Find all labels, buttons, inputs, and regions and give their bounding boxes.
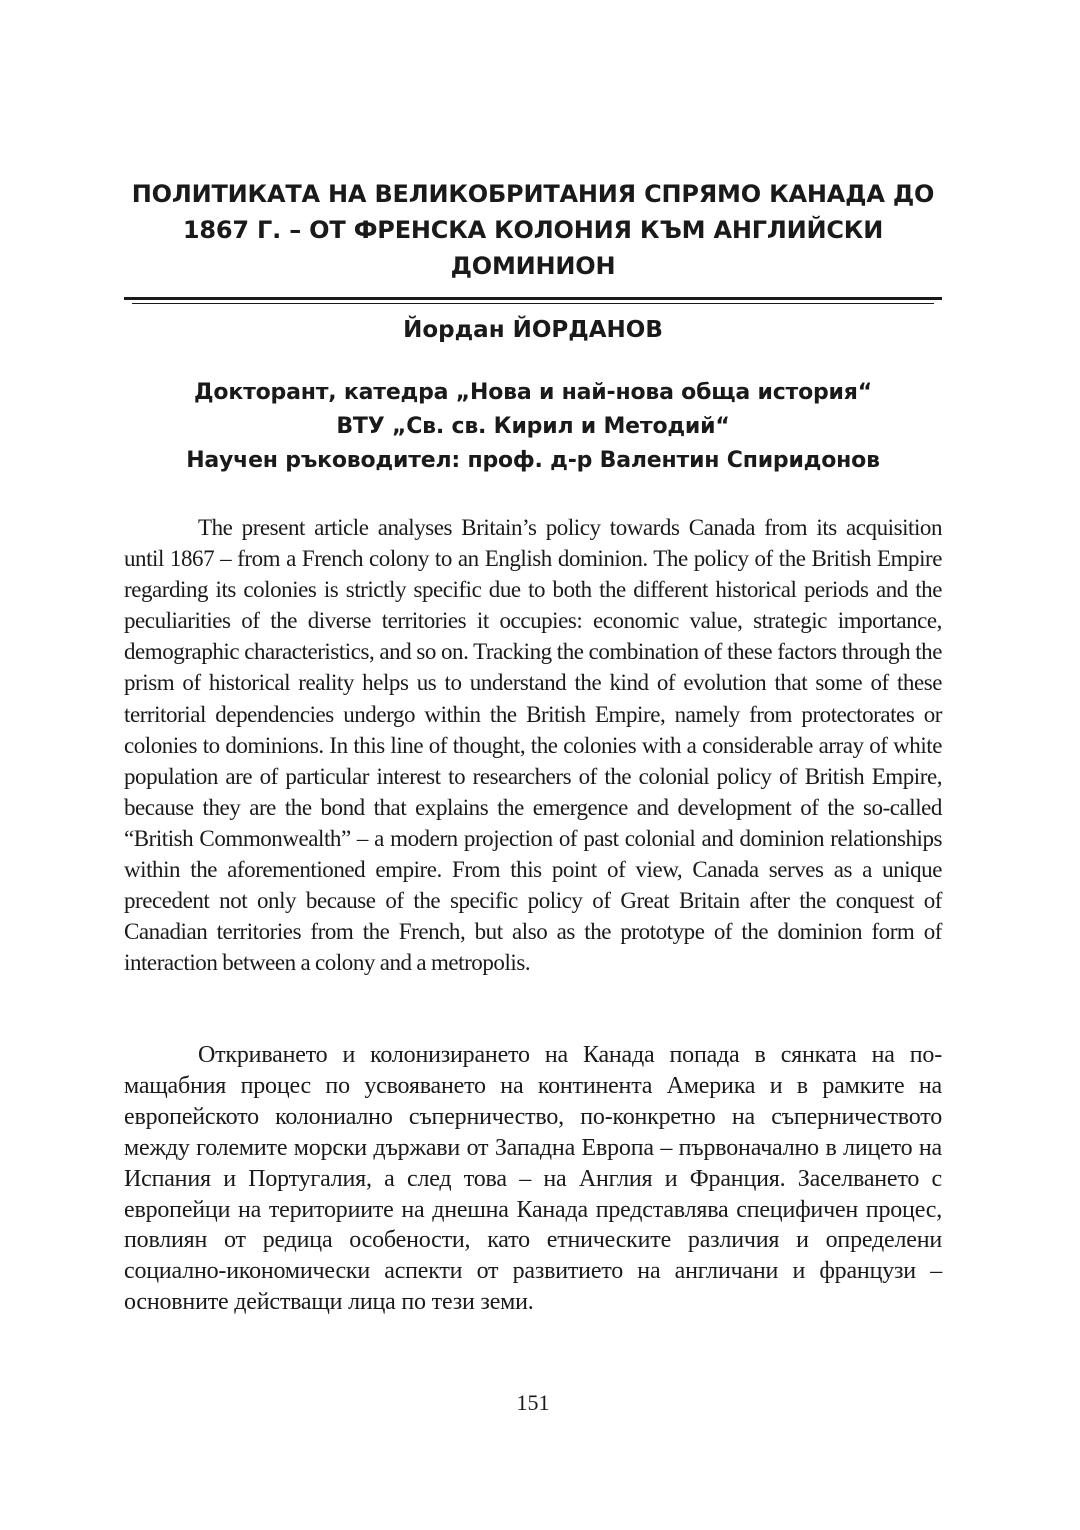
title-line-2: 1867 Г. – ОТ ФРЕНСКА КОЛОНИЯ КЪМ АНГЛИЙСКИ <box>182 216 884 244</box>
title-rule-thin <box>132 303 934 304</box>
author-affiliation <box>124 376 942 478</box>
title-line-1: ПОЛИТИКАТА НА ВЕЛИКОБРИТАНИЯ СПРЯМО КАНАДА ДО <box>131 180 935 208</box>
title-rule-thick <box>124 297 942 300</box>
abstract-paragraph: The present article analyses Britain’s policy towards Canada from its acquisition until 1867 – from a French colony to an English dominion. The policy of the British Empire regarding its colonies is strictly specific due to both the different historical periods and the peculiarities of the diverse territories it occupies: economic value, strategic importance, demographic characteristics, and so on. Tracking the combination of these factors through the prism of historical reality helps us to understand the kind of evolution that some of these territorial dependencies undergo within the British Empire, namely from protectorates or colonies to dominions. In this line of thought, the colonies with a considerable array of white population are of particular interest to researchers of the colonial policy of British Empire, because they are the bond that explains the emergence and development of the so-called “British Commonwealth” – a modern projection of past colonial and dominion relationships within the aforementioned empire. From this point of view, Canada serves as a unique precedent not only because of the specific policy of Great Britain after the conquest of Canadian territories from the French, but also as the prototype of the dominion form of interaction between a colony and a metropolis. <box>124 515 942 976</box>
title-line-3: ДОМИНИОН <box>450 252 616 280</box>
author-name: Йордан ЙОРДАНОВ <box>403 317 663 343</box>
affiliation-university: ВТУ „Св. св. Кирил и Методий“ <box>336 414 730 439</box>
affiliation-supervisor: Научен ръководител: проф. д-р Валентин Спиридонов <box>186 448 880 473</box>
document-page <box>124 0 942 1530</box>
body-paragraph: Откриването и колонизирането на Канада попада в сянката на по-мащабния процес по усвояването на континента Америка и в рамките на европейското колониално съперничество, по-конкретно на съперничеството между големите морски държави от Западна Европа – първоначално в лицето на Испания и Португалия, а след това – на Англия и Франция. Заселването с европейци на териториите на днешна Канада представлява специфичен процес, повлиян от редица особености, като етническите различия и определени социално-икономически аспекти от развитието на англичани и французи – основните действащи лица по тези земи. <box>124 1042 942 1316</box>
page-number: 151 <box>516 1390 550 1415</box>
affiliation-position: Докторант, катедра „Нова и най-нова обща история“ <box>194 380 872 405</box>
article-title <box>124 176 942 284</box>
